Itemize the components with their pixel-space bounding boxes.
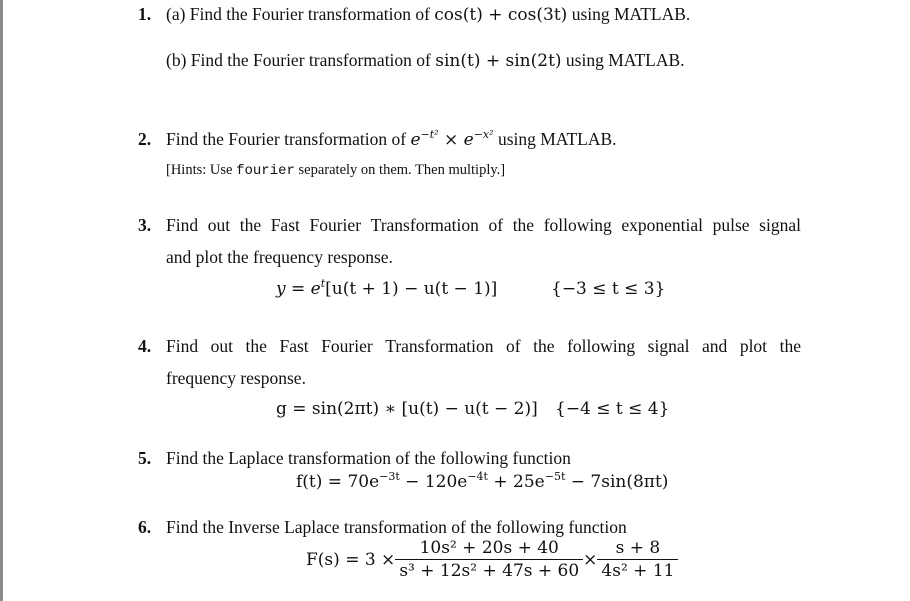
- question-3-equation: $y = e^t[u(t + 1) - u(t - 1)]$: [276, 277, 498, 299]
- question-4-line-2: frequency response.: [166, 368, 306, 388]
- word: the: [533, 336, 555, 356]
- word: signal: [759, 215, 801, 235]
- word: following: [567, 336, 636, 356]
- math-expression: $e^{-t^2} \times e^{-x^2}$: [410, 128, 494, 150]
- word: Find: [166, 215, 199, 235]
- math-expression: cos(t) + cos(3t): [434, 5, 568, 25]
- question-3-number: 3.: [138, 215, 152, 235]
- question-4-equation: g = sin(2πt) ∗ [u(t) − u(t − 2)]: [276, 399, 538, 419]
- page-left-edge: [0, 0, 3, 601]
- word: out: [207, 215, 231, 235]
- word: and: [702, 336, 728, 356]
- word: of: [488, 215, 504, 235]
- code-keyword: fourier: [236, 163, 295, 179]
- word: exponential: [621, 215, 703, 235]
- word: the: [512, 215, 535, 235]
- word: the: [779, 336, 801, 356]
- question-number: 2.: [138, 129, 152, 149]
- word: Transformation: [370, 215, 479, 235]
- question-3-line-2: and plot the frequency response.: [166, 247, 393, 267]
- word: pulse: [712, 215, 750, 235]
- word: following: [543, 215, 612, 235]
- question-3-line-1: [166, 217, 801, 235]
- question-2-hint: [Hints: Use fourier separately on them. Then multiply.]: [166, 162, 506, 179]
- question-3-range: {−3 ≤ t ≤ 3}: [551, 279, 666, 299]
- fraction-1: $\frac{\text{10s² + 20s + 40}}{\text{s³ + 12s² + 47s + 60}}$: [395, 540, 583, 580]
- question-number: 5.: [138, 448, 152, 468]
- word: the: [245, 336, 267, 356]
- word: Transformation: [385, 336, 494, 356]
- question-2: 2. Find the Fourier transformation of $e^{-t^2} \times e^{-x^2}$ using MATLAB.: [138, 128, 617, 150]
- math-expression: sin(t) + sin(2t): [435, 51, 562, 71]
- question-4-line-1: [166, 338, 801, 356]
- question-5-equation: $f(t) = 70e^{-3t} - 120e^{-4t} + 25e^{-5t} - 7\sin(8\pi t)$: [296, 470, 669, 492]
- word: plot: [739, 336, 768, 356]
- question-1-part-b: (b) Find the Fourier transformation of sin(t) + sin(2t) using MATLAB.: [166, 50, 685, 71]
- question-6-equation: F(s) = 3 × $\frac{\text{10s² + 20s + 40}}{\text{s³ + 12s² + 47s + 60}}$ × $\frac{s + 8}{\text{4s² + 11}}$: [306, 540, 678, 580]
- question-4-number: 4.: [138, 336, 152, 356]
- question-number: 6.: [138, 517, 152, 537]
- question-5: 5. Find the Laplace transformation of the following function: [138, 448, 571, 468]
- question-number: 1.: [138, 4, 152, 24]
- word: Fourier: [321, 336, 373, 356]
- question-6: 6. Find the Inverse Laplace transformation of the following function: [138, 517, 627, 537]
- word: signal: [647, 336, 690, 356]
- word: Fourier: [309, 215, 362, 235]
- question-4-range: {−4 ≤ t ≤ 4}: [555, 399, 670, 419]
- word: Fast: [279, 336, 309, 356]
- fraction-2: $\frac{s + 8}{\text{4s² + 11}}$: [597, 540, 678, 580]
- word: out: [210, 336, 234, 356]
- word: of: [506, 336, 521, 356]
- question-1-part-a: 1. (a) Find the Fourier transformation of cos(t) + cos(3t) using MATLAB.: [138, 4, 691, 25]
- word: Fast: [270, 215, 300, 235]
- word: Find: [166, 336, 199, 356]
- word: the: [239, 215, 262, 235]
